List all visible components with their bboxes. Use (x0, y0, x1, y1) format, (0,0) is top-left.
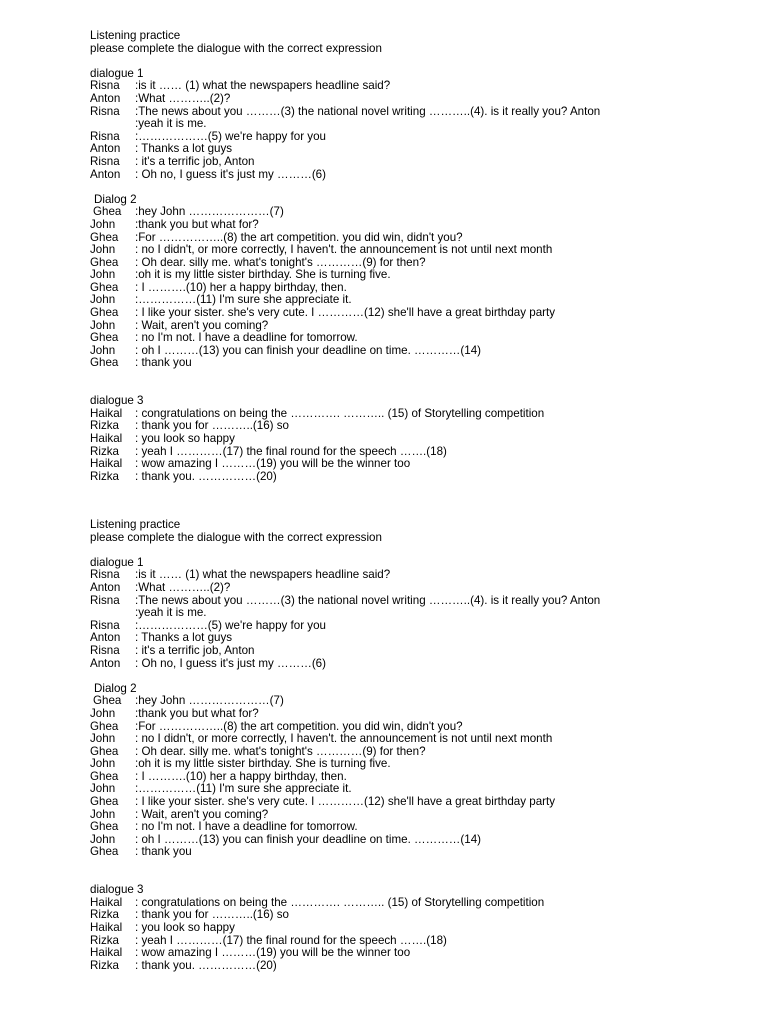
dialogue-line (90, 357, 750, 370)
utterance-text: : congratulations on being the …………. ……….. (15) of Storytelling competition (135, 406, 545, 420)
utterance-text: :What ………..(2)? (135, 580, 231, 594)
utterance-text: : I ……….(10) her a happy birthday, then. (135, 769, 347, 783)
utterance-text: : wow amazing I ………(19) you will be the winner too (135, 457, 411, 471)
speaker-name: Ghea (90, 845, 119, 859)
dialogue-heading: dialogue 3 (90, 883, 144, 897)
utterance-text: :The news about you ………(3) the national novel writing ………..(4). is it really you? Anton (135, 104, 601, 118)
worksheet-title: Listening practice (90, 518, 181, 531)
speaker-name: Anton (90, 91, 121, 105)
utterance-text: : it's a terrific job, Anton (135, 154, 255, 168)
utterance-text: : thank you for ………..(16) so (135, 908, 289, 922)
speaker-name: Haikal (90, 895, 123, 909)
utterance-text: : wow amazing I ………(19) you will be the winner too (135, 946, 411, 960)
utterance-text: : congratulations on being the …………. ……….. (15) of Storytelling competition (135, 895, 545, 909)
worksheet-instruction: please complete the dialogue with the correct expression (90, 41, 382, 55)
utterance-text: : thank you for ………..(16) so (135, 419, 289, 433)
utterance-text: :oh it is my little sister birthday. She is turning five. (135, 757, 391, 771)
speaker-name: John (90, 243, 116, 257)
utterance-text: :………………(5) we're happy for you (135, 618, 326, 632)
spacer (90, 181, 750, 194)
utterance-text: : yeah I …………(17) the final round for the speech …….(18) (135, 444, 447, 458)
speaker-name (90, 607, 135, 620)
utterance-text: :……………(11) I'm sure she appreciate it. (135, 782, 352, 796)
speaker-name: Ghea (90, 356, 119, 370)
utterance-text: :is it …… (1) what the newspapers headline said? (135, 568, 391, 582)
utterance-text: :thank you but what for? (135, 706, 259, 720)
utterance-text: : Thanks a lot guys (135, 142, 233, 156)
speaker-name: John (90, 757, 116, 771)
speaker-name: John (90, 807, 116, 821)
speaker-name: John (90, 343, 116, 357)
speaker-name: Ghea (90, 719, 119, 733)
utterance-text: : I like your sister. she's very cute. I …………(12) she'll have a great birthday party (135, 306, 556, 320)
speaker-name: Risna (90, 79, 120, 93)
utterance-text: :yeah it is me. (135, 117, 207, 131)
speaker-name: John (90, 782, 116, 796)
utterance-text: : Oh dear. silly me. what's tonight's …………(9) for then? (135, 255, 426, 269)
dialogue-line (90, 846, 750, 859)
dialogue-line (90, 607, 750, 620)
utterance-text: :thank you but what for? (135, 217, 259, 231)
speaker-name: Rizka (90, 933, 119, 947)
utterance-text: : Thanks a lot guys (135, 631, 233, 645)
utterance-text: :For ……………..(8) the art competition. you did win, didn't you? (135, 230, 463, 244)
speaker-name: Risna (90, 568, 120, 582)
utterance-text: : oh I ………(13) you can finish your deadline on time. …………(14) (135, 832, 482, 846)
speaker-name: Rizka (90, 958, 119, 972)
utterance-text: :What ………..(2)? (135, 91, 231, 105)
utterance-text: : no I didn't, or more correctly, I haven't. the announcement is not until next month (135, 243, 553, 257)
speaker-name: Ghea (93, 694, 122, 708)
speaker-name: Ghea (90, 306, 119, 320)
utterance-text: : no I didn't, or more correctly, I haven't. the announcement is not until next month (135, 732, 553, 746)
speaker-name: Risna (90, 129, 120, 143)
utterance-text: :is it …… (1) what the newspapers headline said? (135, 79, 391, 93)
dialogue-heading: dialogue 3 (90, 394, 144, 408)
dialogue-line (90, 307, 750, 320)
dialogue-line (90, 947, 750, 960)
speaker-name: John (90, 217, 116, 231)
worksheet-section (90, 519, 750, 972)
dialogue-line (90, 758, 750, 771)
speaker-name: Ghea (90, 280, 119, 294)
dialogue-line (90, 733, 750, 746)
utterance-text: :……………(11) I'm sure she appreciate it. (135, 293, 352, 307)
dialogue-line (90, 169, 750, 182)
utterance-text: : Oh dear. silly me. what's tonight's …………(9) for then? (135, 744, 426, 758)
dialogue-line (90, 93, 750, 106)
spacer (90, 544, 750, 557)
utterance-text: :hey John …………………(7) (135, 205, 284, 219)
speaker-name: Ghea (90, 255, 119, 269)
utterance-text: : I like your sister. she's very cute. I …………(12) she'll have a great birthday party (135, 795, 556, 809)
speaker-name: Ghea (90, 744, 119, 758)
spacer (90, 383, 750, 396)
speaker-name: Haikal (90, 406, 123, 420)
speaker-name: Haikal (90, 457, 123, 471)
speaker-name (90, 118, 135, 131)
speaker-name: John (90, 706, 116, 720)
utterance-text: :………………(5) we're happy for you (135, 129, 326, 143)
dialogue-line (90, 332, 750, 345)
speaker-name: Risna (90, 104, 120, 118)
dialogue-line (90, 582, 750, 595)
dialogue-line (90, 960, 750, 973)
speaker-name: Ghea (90, 820, 119, 834)
speaker-name: John (90, 832, 116, 846)
utterance-text: : yeah I …………(17) the final round for the speech …….(18) (135, 933, 447, 947)
speaker-name: Ghea (90, 795, 119, 809)
dialogue-line (90, 645, 750, 658)
spacer (90, 55, 750, 68)
utterance-text: : oh I ………(13) you can finish your deadline on time. …………(14) (135, 343, 482, 357)
speaker-name: Ghea (90, 230, 119, 244)
spacer (90, 872, 750, 885)
speaker-name: Anton (90, 167, 121, 181)
utterance-text: :hey John …………………(7) (135, 694, 284, 708)
dialogue-line (90, 433, 750, 446)
speaker-name: Rizka (90, 444, 119, 458)
dialogue-line (90, 458, 750, 471)
utterance-text: : Oh no, I guess it's just my ………(6) (135, 656, 326, 670)
speaker-name: Rizka (90, 908, 119, 922)
dialogue-line (90, 471, 750, 484)
speaker-name: Anton (90, 631, 121, 645)
worksheet-title: Listening practice (90, 29, 181, 42)
speaker-name: John (90, 293, 116, 307)
speaker-name: Haikal (90, 946, 123, 960)
speaker-name: Ghea (90, 769, 119, 783)
dialogue-heading: dialogue 1 (90, 66, 144, 80)
worksheet-instruction: please complete the dialogue with the correct expression (90, 530, 382, 544)
dialogue-line (90, 244, 750, 257)
dialogue-line (90, 269, 750, 282)
utterance-text: : Wait, aren't you coming? (135, 318, 269, 332)
utterance-text: : you look so happy (135, 921, 235, 934)
utterance-text: :oh it is my little sister birthday. She is turning five. (135, 268, 391, 282)
dialogue-line (90, 922, 750, 935)
spacer (90, 370, 750, 383)
dialogue-line (90, 658, 750, 671)
speaker-name: John (90, 268, 116, 282)
speaker-name: Ghea (93, 205, 122, 219)
speaker-name: John (90, 318, 116, 332)
speaker-name: Anton (90, 580, 121, 594)
spacer (90, 670, 750, 683)
utterance-text: : no I'm not. I have a deadline for tomorrow. (135, 331, 358, 345)
dialogue-line (90, 219, 750, 232)
utterance-text: : thank you (135, 845, 192, 859)
speaker-name: Ghea (90, 331, 119, 345)
speaker-name: Anton (90, 656, 121, 670)
speaker-name: John (90, 732, 116, 746)
utterance-text: :yeah it is me. (135, 606, 207, 620)
worksheet-section (90, 30, 750, 483)
utterance-text: : Oh no, I guess it's just my ………(6) (135, 167, 326, 181)
utterance-text: : thank you. ……………(20) (135, 958, 277, 972)
speaker-name: Rizka (90, 419, 119, 433)
utterance-text: : no I'm not. I have a deadline for tomorrow. (135, 820, 358, 834)
speaker-name: Haikal (90, 432, 123, 445)
speaker-name: Anton (90, 142, 121, 156)
utterance-text: : thank you. ……………(20) (135, 469, 277, 483)
utterance-text: :The news about you ………(3) the national novel writing ………..(4). is it really you? Anton (135, 593, 601, 607)
utterance-text: : thank you (135, 356, 192, 370)
dialogue-line (90, 821, 750, 834)
speaker-name: Rizka (90, 469, 119, 483)
dialogue-line (90, 708, 750, 721)
utterance-text: : you look so happy (135, 432, 235, 445)
dialogue-heading: dialogue 1 (90, 555, 144, 569)
speaker-name: Haikal (90, 921, 123, 934)
speaker-name: Risna (90, 643, 120, 657)
dialogue-heading: Dialog 2 (94, 681, 137, 695)
speaker-name: Risna (90, 618, 120, 632)
speaker-name: Risna (90, 154, 120, 168)
utterance-text: : I ……….(10) her a happy birthday, then. (135, 280, 347, 294)
dialogue-heading: Dialog 2 (94, 192, 137, 206)
utterance-text: : it's a terrific job, Anton (135, 643, 255, 657)
utterance-text: : Wait, aren't you coming? (135, 807, 269, 821)
dialogue-line (90, 118, 750, 131)
utterance-text: :For ……………..(8) the art competition. you did win, didn't you? (135, 719, 463, 733)
dialogue-line (90, 156, 750, 169)
dialogue-line (90, 796, 750, 809)
speaker-name: Risna (90, 593, 120, 607)
spacer (90, 859, 750, 872)
